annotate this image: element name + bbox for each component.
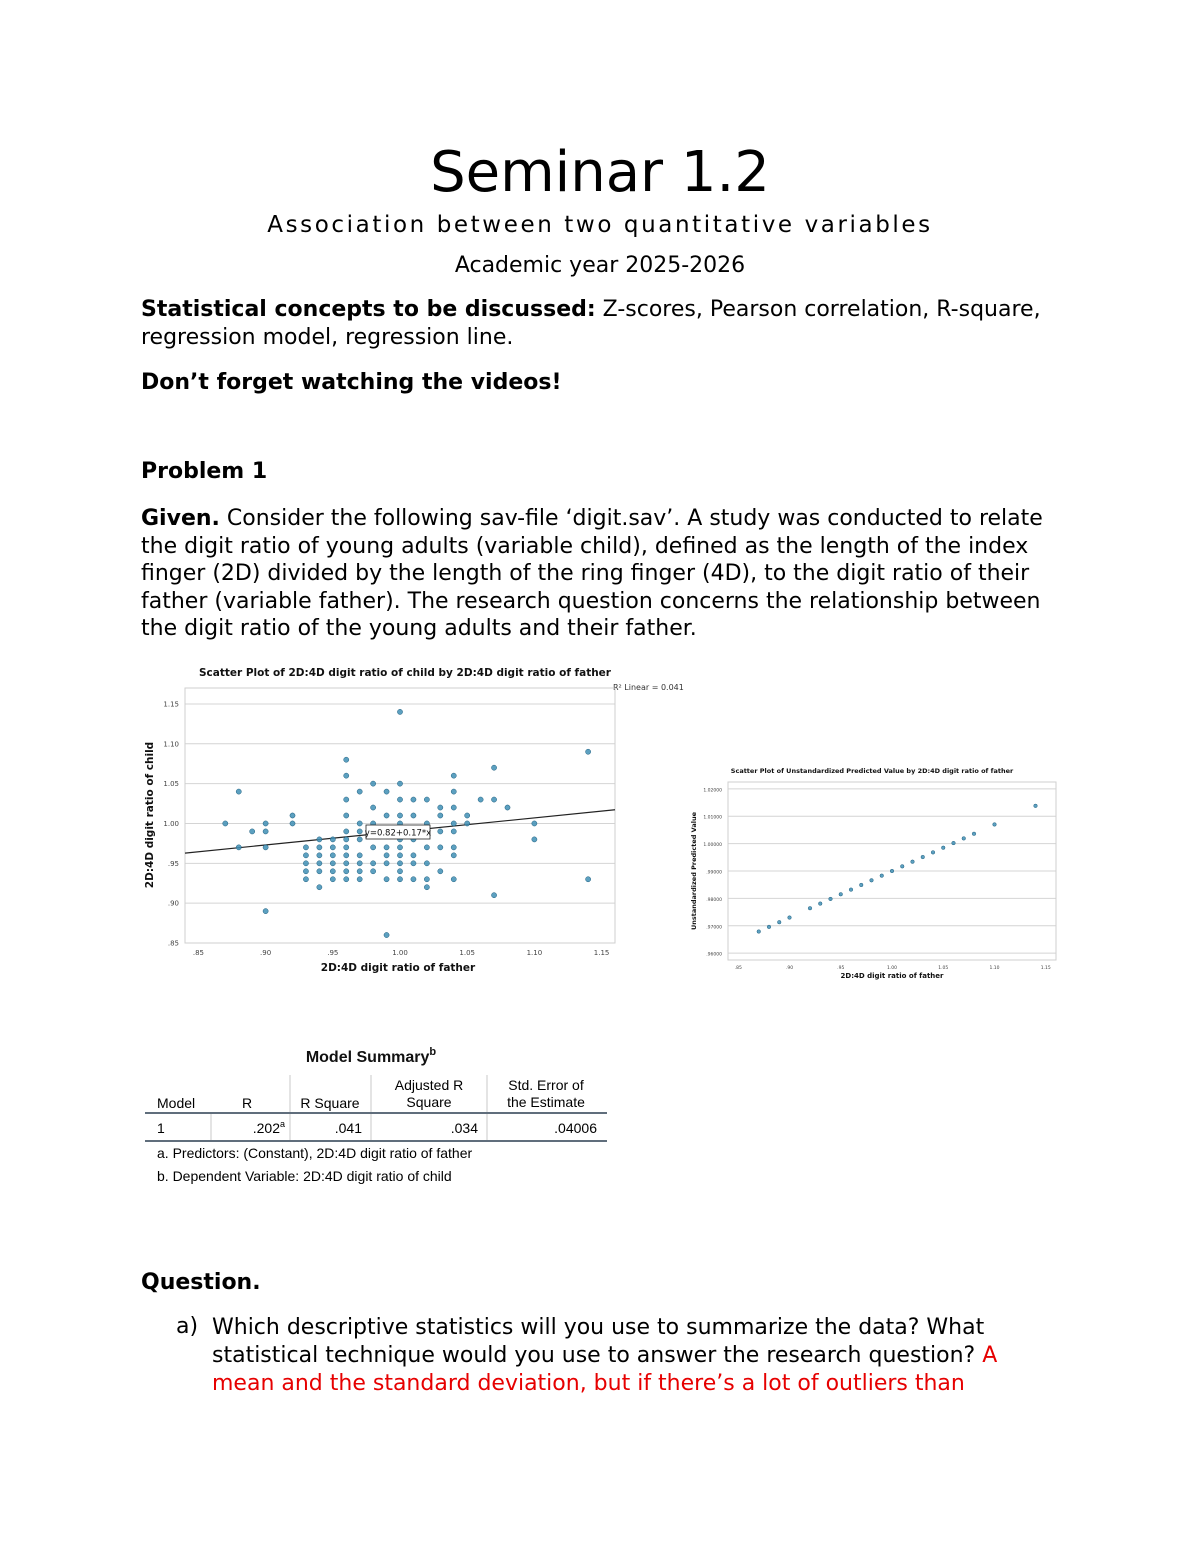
chart2-point xyxy=(1034,804,1038,808)
chart2-ytick-label: .99000 xyxy=(706,870,722,876)
chart1-point xyxy=(344,829,349,834)
question-a xyxy=(212,1314,1062,1398)
chart2-xtick-label: 1.05 xyxy=(938,966,949,971)
header-std-error-2: the Estimate xyxy=(507,1094,585,1110)
chart1-point xyxy=(250,829,255,834)
chart1-point xyxy=(344,813,349,818)
chart2-ytick-label: .97000 xyxy=(706,925,722,931)
chart1-r2-label: R² Linear = 0.041 xyxy=(613,683,684,692)
concepts-label: Statistical concepts to be discussed: xyxy=(141,297,596,322)
chart1-point xyxy=(236,845,241,850)
chart1-xtick-label: .95 xyxy=(327,949,339,957)
chart2-title: Scatter Plot of Unstandardized Predicted Value by 2D:4D digit ratio of father xyxy=(730,767,1014,775)
header-model: Model xyxy=(157,1095,196,1111)
chart1-point xyxy=(357,829,362,834)
chart1-point xyxy=(344,757,349,762)
chart2-point xyxy=(962,837,966,841)
chart1-point xyxy=(451,805,456,810)
chart1-point xyxy=(371,869,376,874)
chart1-point xyxy=(424,797,429,802)
chart1-point xyxy=(451,789,456,794)
chart1-point xyxy=(411,813,416,818)
chart1-point xyxy=(317,853,322,858)
question-a-text: Which descriptive statistics will you use to summarize the data? What statistical technique would you use to answer the research question? xyxy=(212,1315,985,1368)
chart1-point xyxy=(384,877,389,882)
chart1-xlabel: 2D:4D digit ratio of father xyxy=(320,962,476,974)
chart1-point xyxy=(532,837,537,842)
chart2-xtick-label: 1.00 xyxy=(886,966,898,971)
chart1-xtick-label: 1.05 xyxy=(459,949,475,957)
scatter-plot-predicted-by-father xyxy=(686,760,1066,985)
question-heading xyxy=(141,1269,1081,1297)
chart1-point xyxy=(424,861,429,866)
concepts-paragraph xyxy=(141,296,1081,351)
chart1-point xyxy=(357,837,362,842)
chart2-point xyxy=(952,841,956,845)
chart2-xtick-label: 1.15 xyxy=(1040,966,1051,971)
chart1-fit-label: y=0.82+0.17*x xyxy=(364,828,432,839)
chart2-point xyxy=(880,874,884,878)
document-subtitle: Association between two quantitative variables xyxy=(267,212,933,238)
chart1-point xyxy=(586,877,591,882)
chart1-ytick-label: 1.00 xyxy=(163,819,179,828)
header-r-square: R Square xyxy=(300,1095,360,1111)
chart1-point xyxy=(438,829,443,834)
chart1-point xyxy=(451,853,456,858)
chart1-point xyxy=(263,845,268,850)
chart1-point xyxy=(451,773,456,778)
chart2-ytick-label: .98000 xyxy=(706,897,722,903)
chart1-xtick-label: 1.10 xyxy=(526,949,543,957)
chart1-xtick-label: 1.00 xyxy=(392,949,408,957)
reminder-text: Don’t forget watching the videos! xyxy=(141,370,562,395)
chart2-point xyxy=(870,879,874,883)
chart1-point xyxy=(371,781,376,786)
chart1-xtick-label: 1.15 xyxy=(593,949,610,957)
chart1-point xyxy=(317,837,322,842)
chart2-point xyxy=(931,851,935,855)
chart2-point xyxy=(900,865,904,869)
footnote-a: a. Predictors: (Constant), 2D:4D digit ratio of father xyxy=(157,1145,473,1161)
chart1-point xyxy=(424,877,429,882)
footnote-b: b. Dependent Variable: 2D:4D digit ratio of child xyxy=(157,1168,452,1184)
header-std-error-1: Std. Error of xyxy=(508,1077,584,1093)
question-a-answer: A mean and the standard deviation, but if there’s a lot of outliers than xyxy=(212,1343,998,1396)
chart1-point xyxy=(411,861,416,866)
chart1-point xyxy=(330,869,335,874)
chart1-point xyxy=(223,821,228,826)
row-adj-r-square: .034 xyxy=(450,1120,478,1136)
question-a-marker: a) xyxy=(176,1314,199,1339)
problem-heading-text: Problem 1 xyxy=(141,459,268,484)
model-summary-title: Model Summary$^b$ xyxy=(305,1046,437,1066)
chart1-ytick-label: .85 xyxy=(167,939,179,948)
chart1-ytick-label: 1.15 xyxy=(163,700,179,709)
chart1-point xyxy=(263,909,268,914)
chart1-point xyxy=(317,845,322,850)
chart1-point xyxy=(344,861,349,866)
chart2-point xyxy=(777,920,781,924)
chart2-point xyxy=(767,925,771,929)
chart1-point xyxy=(330,861,335,866)
chart1-point xyxy=(344,845,349,850)
concepts-text: Z-scores, Pearson correlation, R-square, regression model, regression line. xyxy=(141,297,1041,350)
chart1-point xyxy=(357,861,362,866)
chart1-point xyxy=(330,853,335,858)
chart1-point xyxy=(397,861,402,866)
chart1-point xyxy=(357,877,362,882)
chart1-point xyxy=(384,813,389,818)
chart1-point xyxy=(384,853,389,858)
header-adj-r-square-2: Square xyxy=(406,1094,452,1110)
chart1-point xyxy=(303,877,308,882)
chart1-point xyxy=(236,789,241,794)
row-model: 1 xyxy=(157,1120,165,1136)
chart2-ytick-label: .96000 xyxy=(706,952,722,958)
chart1-point xyxy=(397,813,402,818)
chart1-fit-label-box xyxy=(365,825,431,839)
chart1-point xyxy=(384,861,389,866)
chart1-point xyxy=(357,789,362,794)
chart1-point xyxy=(344,797,349,802)
chart1-point xyxy=(397,845,402,850)
chart1-point xyxy=(397,709,402,714)
chart2-point xyxy=(993,823,997,827)
chart2-point xyxy=(941,846,945,850)
chart2-point xyxy=(921,855,925,859)
chart1-point xyxy=(532,821,537,826)
chart1-point xyxy=(290,813,295,818)
chart2-point xyxy=(788,916,792,920)
chart1-point xyxy=(397,797,402,802)
chart2-xtick-label: .90 xyxy=(785,966,794,971)
chart1-point xyxy=(465,821,470,826)
chart1-point xyxy=(384,845,389,850)
chart1-xtick-label: .85 xyxy=(192,949,205,957)
chart1-ytick-label: .90 xyxy=(167,899,179,908)
chart1-point xyxy=(397,869,402,874)
chart1-point xyxy=(290,821,295,826)
chart1-point xyxy=(491,765,496,770)
chart2-point xyxy=(849,888,853,892)
header-adj-r-square-1: Adjusted R xyxy=(394,1077,464,1093)
chart1-point xyxy=(371,861,376,866)
chart1-point xyxy=(411,853,416,858)
chart1-point xyxy=(330,837,335,842)
header-r: R xyxy=(241,1095,253,1111)
chart1-title: Scatter Plot of 2D:4D digit ratio of child by 2D:4D digit ratio of father xyxy=(198,667,612,679)
chart1-point xyxy=(330,845,335,850)
problem-heading xyxy=(141,458,1081,486)
chart1-point xyxy=(465,813,470,818)
chart2-xtick-label: 1.10 xyxy=(989,966,1000,971)
chart1-point xyxy=(303,853,308,858)
given-text: Consider the following sav-file ‘digit.sav’. A study was conducted to relate the digit ratio of young adults (variable child), defined as the length of the index finger (2D) divided by the length of the ring finger (4D), to the digit ratio of their father (variable father). The research question concerns the relationship between the digit ratio of the young adults and their father. xyxy=(141,506,1043,641)
question-heading-text: Question. xyxy=(141,1270,261,1295)
row-r: .202$^a$ xyxy=(252,1119,285,1136)
chart1-point xyxy=(344,869,349,874)
chart1-point xyxy=(451,845,456,850)
chart1-point xyxy=(397,781,402,786)
chart2-point xyxy=(829,897,833,901)
chart1-point xyxy=(451,829,456,834)
chart2-point xyxy=(839,892,843,896)
chart1-point xyxy=(438,805,443,810)
chart2-xtick-label: .85 xyxy=(734,966,742,971)
chart1-point xyxy=(371,805,376,810)
chart1-point xyxy=(424,885,429,890)
chart1-point xyxy=(438,813,443,818)
chart1-point xyxy=(357,869,362,874)
academic-year: Academic year 2025-2026 xyxy=(454,253,746,278)
chart2-ytick-label: 1.00000 xyxy=(703,843,722,849)
chart1-point xyxy=(397,877,402,882)
chart1-point xyxy=(491,893,496,898)
chart1-point xyxy=(505,805,510,810)
chart2-ytick-label: 1.02000 xyxy=(703,788,722,794)
chart1-point xyxy=(317,861,322,866)
chart1-point xyxy=(586,749,591,754)
chart1-point xyxy=(357,821,362,826)
reminder xyxy=(141,369,1081,397)
chart1-point xyxy=(317,869,322,874)
chart2-ytick-label: 1.01000 xyxy=(703,815,722,821)
chart2-point xyxy=(808,906,812,910)
row-std-error: .04006 xyxy=(554,1120,597,1136)
chart1-point xyxy=(478,797,483,802)
chart1-ylabel: 2D:4D digit ratio of child xyxy=(144,741,156,889)
document-title: Seminar 1.2 xyxy=(430,140,770,205)
chart1-point xyxy=(384,789,389,794)
scatter-plot-child-by-father xyxy=(140,660,685,980)
chart1-point xyxy=(438,869,443,874)
chart1-point xyxy=(263,821,268,826)
chart1-point xyxy=(491,797,496,802)
chart1-xtick-label: .90 xyxy=(260,949,272,957)
chart1-point xyxy=(411,797,416,802)
chart2-point xyxy=(972,832,976,836)
chart1-point xyxy=(263,829,268,834)
chart1-point xyxy=(317,885,322,890)
chart1-point xyxy=(371,845,376,850)
given-paragraph xyxy=(141,505,1066,643)
chart1-ytick-label: .95 xyxy=(167,859,179,868)
chart1-point xyxy=(411,877,416,882)
chart2-point xyxy=(859,883,863,887)
chart1-point xyxy=(344,837,349,842)
chart2-point xyxy=(890,869,894,873)
chart1-point xyxy=(344,877,349,882)
given-label: Given. xyxy=(141,506,220,531)
chart1-point xyxy=(344,853,349,858)
chart1-point xyxy=(438,845,443,850)
model-summary-table xyxy=(145,1040,620,1190)
chart2-point xyxy=(757,930,761,934)
chart2-ylabel: Unstandardized Predicted Value xyxy=(690,812,698,930)
chart2-xtick-label: .95 xyxy=(837,966,845,971)
chart1-point xyxy=(357,853,362,858)
chart1-point xyxy=(424,845,429,850)
chart1-ytick-label: 1.05 xyxy=(163,780,179,789)
chart1-point xyxy=(451,821,456,826)
chart1-point xyxy=(344,773,349,778)
chart1-point xyxy=(451,877,456,882)
chart2-point xyxy=(818,902,822,906)
chart2-xlabel: 2D:4D digit ratio of father xyxy=(840,972,944,980)
chart1-point xyxy=(303,869,308,874)
chart2-point xyxy=(911,860,915,864)
chart1-ytick-label: 1.10 xyxy=(163,740,179,749)
chart1-point xyxy=(330,877,335,882)
chart1-point xyxy=(303,845,308,850)
chart1-point xyxy=(384,932,389,937)
chart1-point xyxy=(397,853,402,858)
row-r-square: .041 xyxy=(334,1120,362,1136)
chart1-point xyxy=(303,861,308,866)
